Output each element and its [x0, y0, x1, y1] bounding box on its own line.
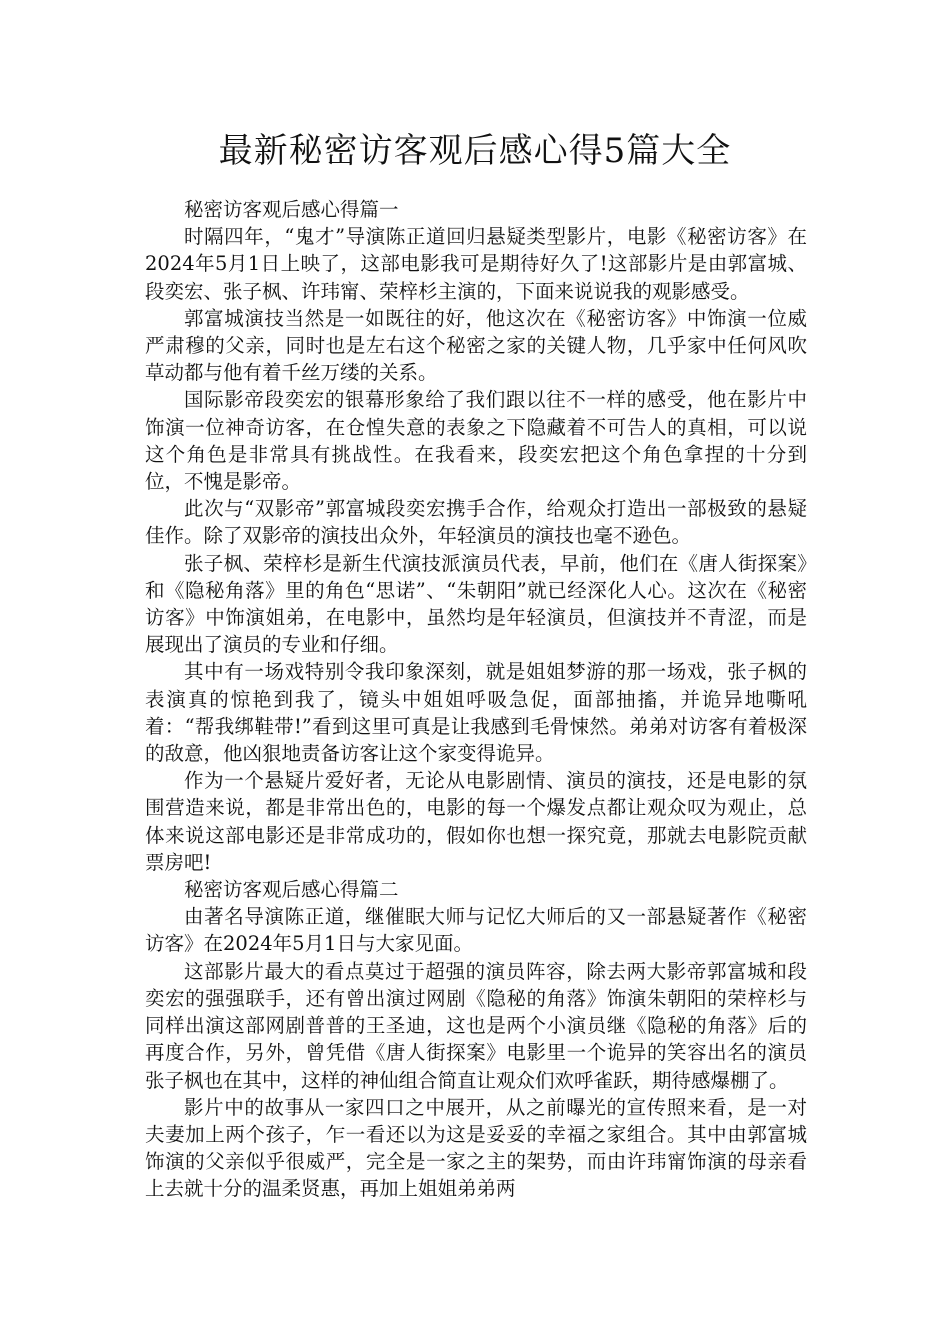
section-heading: 秘密访客观后感心得篇一: [184, 198, 399, 221]
section-heading: 秘密访客观后感心得篇二: [184, 878, 399, 902]
body-paragraph: 其中有一场戏特别令我印象深刻，就是姐姐梦游的那一场戏，张子枫的表演真的惊艳到我了，镜头中姐姐呼吸急促，面部抽搐，并诡异地嘶吼着：“帮我绑鞋带!”看到这里可真是让我感到毛骨悚然。弟弟对访客有着极深的敌意，他凶狠地责备访客让这个家变得诡异。: [145, 660, 807, 766]
document-body: [145, 196, 807, 1203]
body-paragraph: 由著名导演陈正道，继催眠大师与记忆大师后的又一部悬疑著作《秘密访客》在2024年5月1日与大家见面。: [145, 905, 807, 956]
body-paragraph: 作为一个悬疑片爱好者，无论从电影剧情、演员的演技，还是电影的氛围营造来说，都是非常出色的，电影的每一个爆发点都让观众叹为观止，总体来说这部电影还是非常成功的，假如你也想一探究竟，那就去电影院贡献票房吧!: [145, 769, 807, 874]
body-paragraph: 郭富城演技当然是一如既往的好，他这次在《秘密访客》中饰演一位威严肃穆的父亲，同时也是左右这个秘密之家的关键人物，几乎家中任何风吹草动都与他有着千丝万缕的关系。: [145, 306, 807, 385]
body-paragraph: 这部影片最大的看点莫过于超强的演员阵容，除去两大影帝郭富城和段奕宏的强强联手，还有曾出演过网剧《隐秘的角落》饰演朱朝阳的荣梓杉与同样出演这部网剧普普的王圣迪，这也是两个小演员继《隐秘的角落》后的再度合作，另外，曾凭借《唐人街探案》电影里一个诡异的笑容出名的演员张子枫也在其中，这样的神仙组合简直让观众们欢呼雀跃，期待感爆棚了。: [145, 959, 807, 1092]
body-paragraph: 影片中的故事从一家四口之中展开，从之前曝光的宣传照来看，是一对夫妻加上两个孩子，乍一看还以为这是妥妥的幸福之家组合。其中由郭富城饰演的父亲似乎很威严，完全是一家之主的架势，而由许玮甯饰演的母亲看上去就十分的温柔贤惠，再加上姐姐弟弟两: [145, 1095, 807, 1201]
body-paragraph: 时隔四年，“鬼才”导演陈正道回归悬疑类型影片，电影《秘密访客》在2024年5月1日上映了，这部电影我可是期待好久了!这部影片是由郭富城、段奕宏、张子枫、许玮甯、荣梓杉主演的，下面来说说我的观影感受。: [145, 225, 807, 303]
document-title: 最新秘密访客观后感心得5篇大全: [218, 131, 732, 171]
body-paragraph: 张子枫、荣梓杉是新生代演技派演员代表，早前，他们在《唐人街探案》和《隐秘角落》里的角色“思诺”、“朱朝阳”就已经深化人心。这次在《秘密访客》中饰演姐弟，在电影中，虽然均是年轻演员，但演技并不青涩，而是展现出了演员的专业和仔细。: [145, 551, 807, 657]
body-paragraph: 此次与“双影帝”郭富城段奕宏携手合作，给观众打造出一部极致的悬疑佳作。除了双影帝的演技出众外，年轻演员的演技也毫不逊色。: [145, 497, 807, 548]
body-paragraph: 国际影帝段奕宏的银幕形象给了我们跟以往不一样的感受，他在影片中饰演一位神奇访客，在仓惶失意的表象之下隐藏着不可告人的真相，可以说这个角色是非常具有挑战性。在我看来，段奕宏把这个角色拿捏的十分到位，不愧是影帝。: [145, 388, 807, 494]
